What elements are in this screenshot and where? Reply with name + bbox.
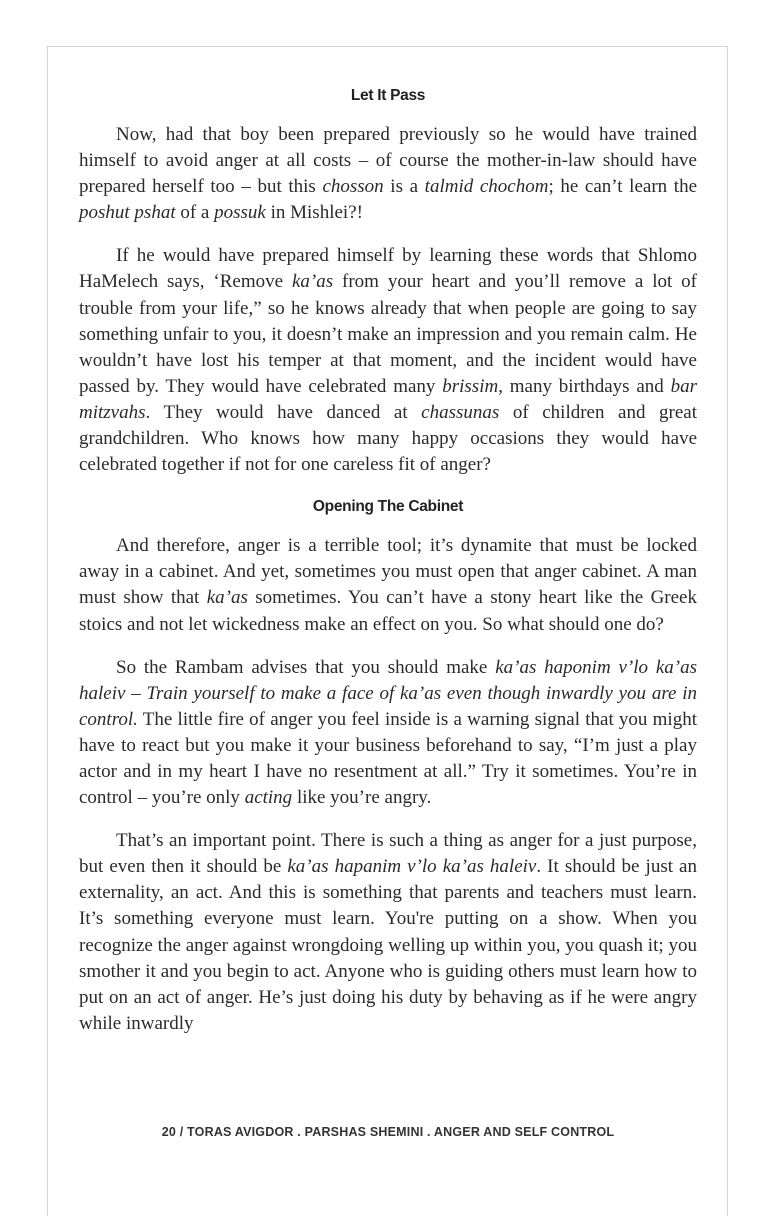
text-column	[79, 84, 697, 1054]
paragraph	[79, 655, 697, 812]
text-run: Now, had that boy been prepared previously so he would have trained himself to avoid anger at all costs – of course the mother-in-law should have prepared herself too – but this	[79, 124, 697, 198]
section-heading: Opening The Cabinet	[312, 498, 464, 516]
text-run: , many birthdays and	[498, 375, 671, 397]
italic-text: ka’as	[206, 587, 248, 609]
italic-text: chosson	[322, 176, 384, 198]
paragraph	[79, 533, 697, 637]
italic-text: chassunas	[421, 401, 500, 423]
text-run: ; he can’t learn the	[548, 176, 697, 198]
italic-text: talmid chochom	[424, 176, 549, 198]
page-footer: 20 / TORAS AVIGDOR . PARSHAS SHEMINI . ANGER AND SELF CONTROL	[161, 1125, 615, 1139]
italic-text: ka’as hapanim v’lo ka’as haleiv	[287, 856, 537, 878]
section-heading: Let It Pass	[350, 87, 426, 104]
paragraph	[79, 243, 697, 478]
text-run: in Mishlei?!	[265, 202, 363, 224]
text-run: That’s an important point. There is such a thing as anger for a just purpose, but even then it should be	[79, 830, 697, 878]
text-run: So the Rambam advises that you should make	[116, 656, 496, 678]
text-run: is a	[383, 176, 425, 198]
italic-text: bar mitzvahs	[79, 375, 697, 423]
text-run: like you’re angry.	[292, 787, 432, 809]
italic-text: possuk	[214, 202, 266, 224]
paragraph	[79, 122, 697, 226]
text-run: from your heart and you’ll remove a lot of trouble from your life,” so he knows already that when people are going to say something unfair to you, it doesn’t make an impression and you remain calm. He wouldn’t have lost his temper at that moment, and the incident would have passed by. They would have celebrated many	[79, 271, 697, 397]
text-run: . It should be just an externality, an act. And this is something that parents and teachers must learn. It’s something everyone must learn. You're putting on a show. When you recognize the anger against wrongdoing welling up within you, you quash it; you smother it and you begin to act. Anyone who is guiding others must learn how to put on an act of anger. He’s just doing his duty by behaving as if he were angry while inwardly	[79, 856, 697, 1034]
italic-text: poshut pshat	[79, 202, 176, 224]
italic-text: brissim	[442, 375, 499, 397]
text-run: The little fire of anger you feel inside is a warning signal that you might have to react but you make it your business beforehand to say, “I’m just a play actor and in my heart I have no resentment at all.” Try it sometimes. You’re in control – you’re only	[79, 708, 697, 809]
text-run: And therefore, anger is a terrible tool; it’s dynamite that must be locked away in a cabinet. And yet, sometimes you must open that anger cabinet. A man must show that	[79, 535, 697, 609]
paragraph	[79, 828, 697, 1037]
italic-text: ka’as	[291, 271, 334, 293]
text-run: of a	[175, 202, 215, 224]
text-run: If he would have prepared himself by learning these words that Shlomo HaMelech says, ‘Remove	[79, 245, 697, 293]
text-run: . They would have danced at	[145, 401, 422, 423]
text-run: of children and great grandchildren. Who knows how many happy occasions they would have celebrated together if not for one careless fit of anger?	[79, 401, 698, 476]
italic-text: acting	[244, 787, 293, 809]
italic-text: ka’as haponim v’lo ka’as haleiv – Train yourself to make a face of ka’as even though inwardly you are in control.	[79, 656, 697, 730]
text-run: sometimes. You can’t have a stony heart like the Greek stoics and not let wickedness make an effect on you. So what should one do?	[79, 587, 697, 635]
